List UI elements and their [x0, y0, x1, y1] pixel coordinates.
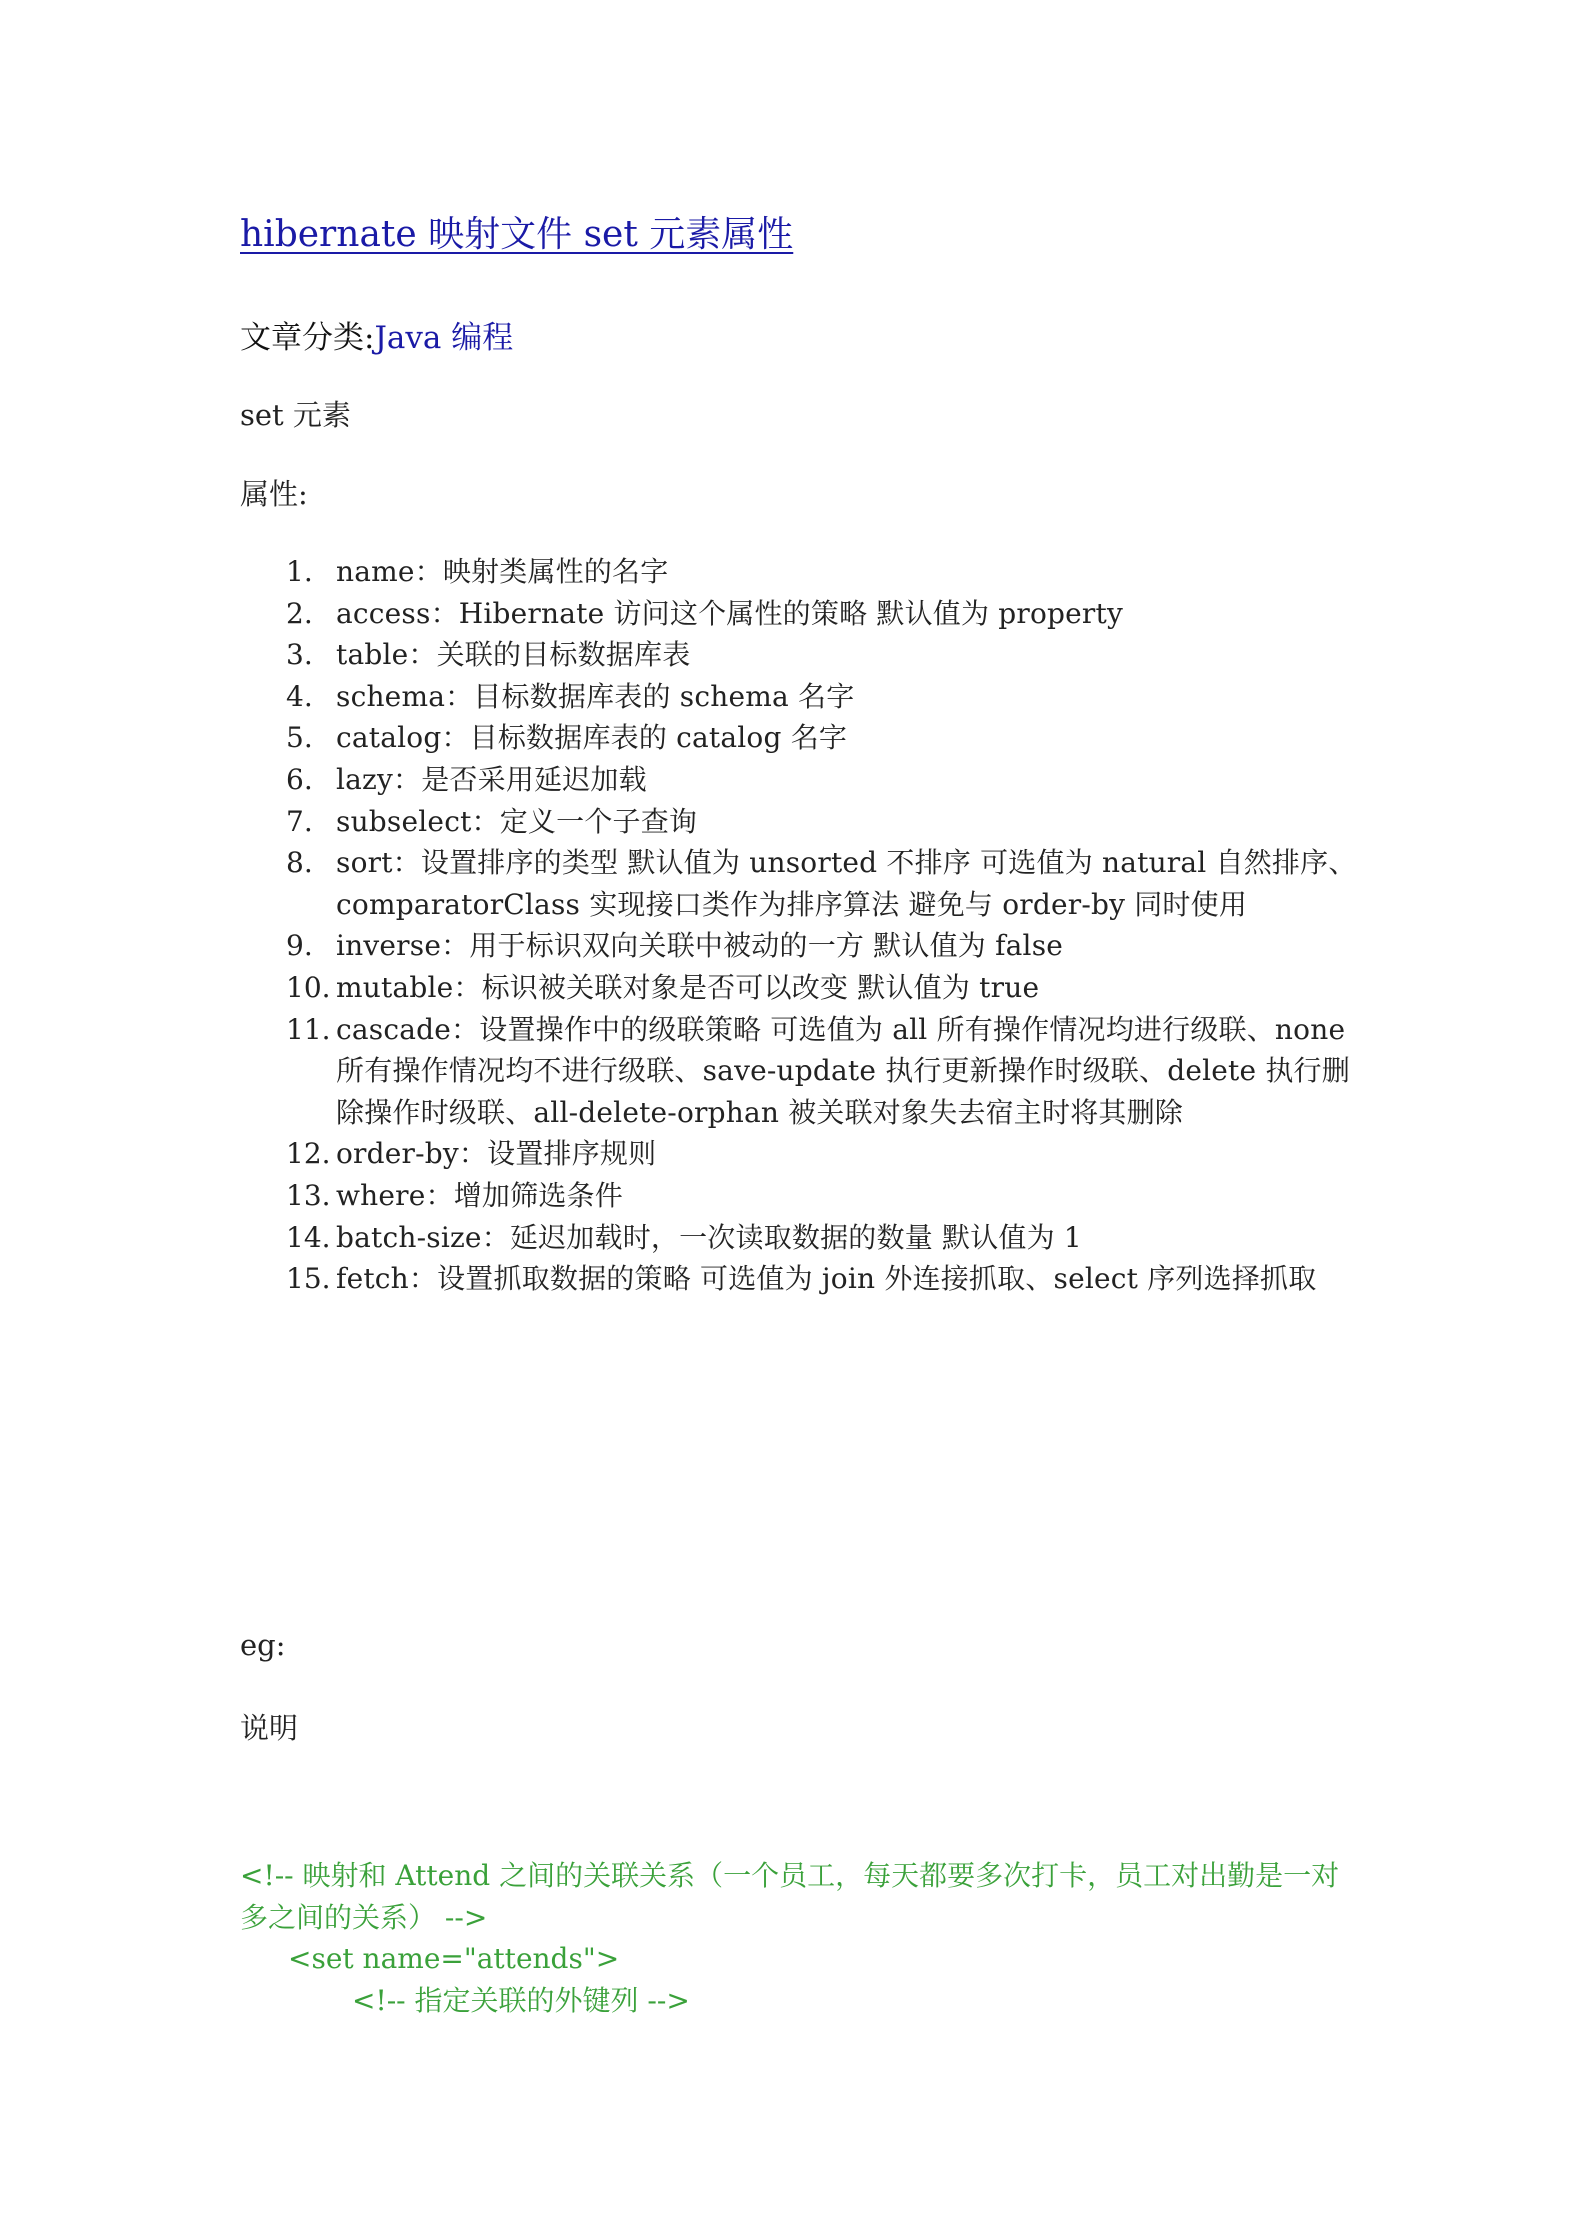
list-item-text: inverse：用于标识双向关联中被动的一方 默认值为 false — [336, 929, 1064, 963]
list-item — [240, 717, 1336, 759]
example-label: eg: — [240, 1628, 286, 1662]
list-item — [240, 759, 1336, 801]
list-item-text: lazy：是否采用延迟加载 — [336, 762, 647, 796]
code-comment-line: <!-- 指定关联的外键列 --> — [352, 1983, 690, 2017]
list-item-number: 13. — [286, 1178, 331, 1212]
list-item — [240, 1133, 1336, 1175]
list-item-number: 3. — [286, 638, 313, 672]
list-item-text: catalog：目标数据库表的 catalog 名字 — [336, 721, 848, 755]
list-item — [240, 593, 1336, 635]
list-item-number: 5. — [286, 721, 313, 755]
set-element-heading: set 元素 — [240, 398, 351, 432]
list-item-number: 14. — [286, 1220, 331, 1254]
list-item-number: 4. — [286, 679, 313, 713]
list-item — [240, 634, 1336, 676]
code-set-tag-line: <set name="attends"> — [288, 1942, 620, 1976]
list-item-text: mutable：标识被关联对象是否可以改变 默认值为 true — [336, 970, 1040, 1004]
list-item-number: 9. — [286, 929, 313, 963]
list-item-text: where：增加筛选条件 — [336, 1178, 623, 1212]
list-item — [240, 551, 1336, 593]
list-item-text: batch-size：延迟加载时，一次读取数据的数量 默认值为 1 — [336, 1220, 1082, 1254]
list-item — [240, 1009, 1350, 1134]
category-link[interactable]: Java 编程 — [374, 320, 514, 356]
list-item-text: name：映射类属性的名字 — [336, 555, 669, 588]
list-item-text: fetch：设置抓取数据的策略 可选值为 join 外连接抓取、select 序列选择抓取 — [336, 1262, 1317, 1296]
category-label: 文章分类: — [240, 320, 375, 356]
list-item-number: 11. — [286, 1012, 331, 1046]
list-item — [240, 801, 1336, 843]
list-item-number: 1. — [286, 555, 313, 588]
code-comment-line: <!-- 映射和 Attend 之间的关联关系（一个员工，每天都要多次打卡，员工对出勤是一对多之间的关系） --> — [240, 1859, 1340, 1934]
list-item — [240, 967, 1336, 1009]
list-item-text: schema：目标数据库表的 schema 名字 — [336, 679, 855, 713]
attributes-heading: 属性: — [240, 477, 308, 511]
list-item-number: 6. — [286, 762, 313, 796]
attribute-list — [240, 551, 1360, 1300]
list-item-text: access：Hibernate 访问这个属性的策略 默认值为 property — [336, 596, 1123, 630]
list-item — [240, 1258, 1336, 1300]
article-category — [240, 312, 513, 357]
list-item-text: order-by：设置排序规则 — [336, 1137, 657, 1171]
list-item-text: sort：设置排序的类型 默认值为 unsorted 不排序 可选值为 natural 自然排序、comparatorClass 实现接口类作为排序算法 避免与 order-by 同时使用 — [336, 846, 1357, 921]
list-item-number: 2. — [286, 596, 313, 630]
code-snippet — [240, 1855, 1360, 2021]
list-item-number: 8. — [286, 846, 313, 880]
list-item-text: subselect：定义一个子查询 — [336, 804, 698, 838]
list-item — [240, 1175, 1336, 1217]
list-item — [240, 1217, 1336, 1259]
list-item-number: 7. — [286, 804, 313, 838]
list-item-number: 15. — [286, 1262, 331, 1296]
page-title-link[interactable]: hibernate 映射文件 set 元素属性 — [240, 214, 794, 255]
list-item — [240, 676, 1336, 718]
list-item-text: table：关联的目标数据库表 — [336, 638, 691, 672]
description-label: 说明 — [240, 1711, 299, 1745]
list-item-number: 10. — [286, 970, 331, 1004]
list-item — [240, 842, 1357, 925]
list-item-number: 12. — [286, 1137, 331, 1171]
list-item-text: cascade：设置操作中的级联策略 可选值为 all 所有操作情况均进行级联、none 所有操作情况均不进行级联、save-update 执行更新操作时级联、delete 执行删除操作时级联、all-delete-orphan 被关联对象失去宿主时将其删除 — [336, 1012, 1350, 1129]
list-item — [240, 925, 1336, 967]
